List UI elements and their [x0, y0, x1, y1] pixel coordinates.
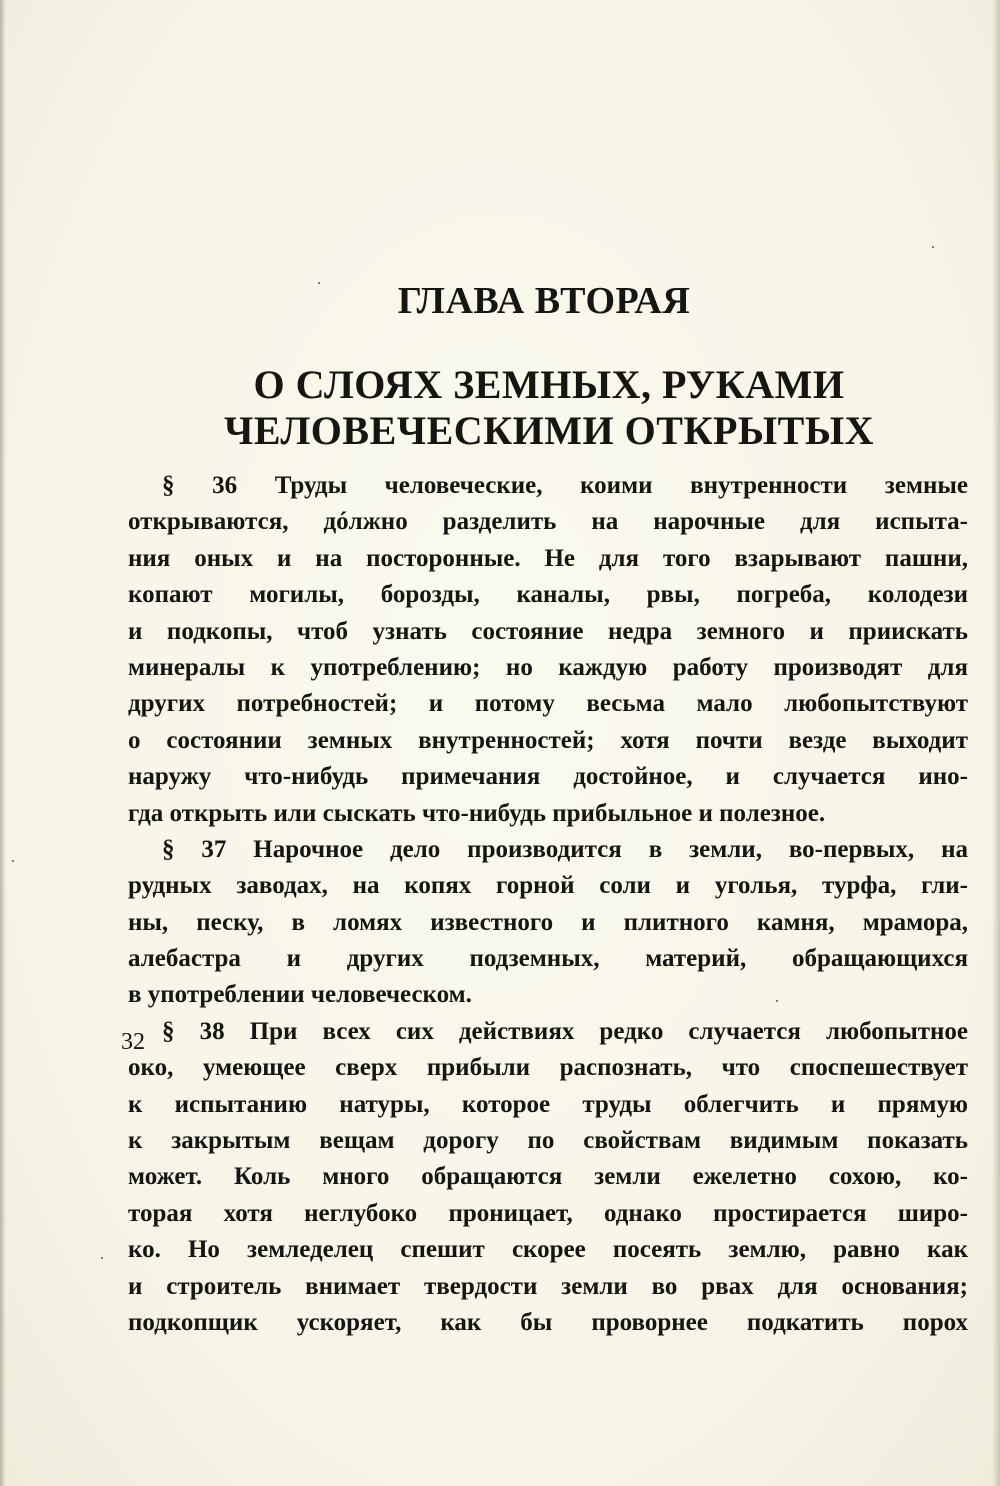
text-line: в употреблении человеческом.	[128, 981, 472, 1009]
paragraph-36	[128, 468, 968, 832]
text-line: рудных заводах, на копях горной соли и уголья, турфа, гли-	[128, 872, 968, 900]
section-title-line: О СЛОЯХ ЗЕМНЫХ, РУКАМИ	[253, 362, 845, 407]
text-line: торая хотя неглубоко проницает, однако простирается широ-	[128, 1199, 968, 1227]
page-left-shadow	[0, 0, 6, 1486]
text-line: копают могилы, борозды, каналы, рвы, погреба, колодези	[128, 581, 968, 609]
text-line: око, умеющее сверх прибыли распознать, что споспешествует	[128, 1054, 968, 1082]
text-line: наружу что-нибудь примечания достойное, и случается ино-	[128, 763, 968, 791]
chapter-title: ГЛАВА ВТОРАЯ	[397, 280, 691, 322]
text-line: ния оных и на посторонные. Не для того взарывают пашни,	[128, 544, 968, 572]
scan-speck	[932, 246, 934, 248]
page-number: 32	[121, 1029, 145, 1055]
paragraph-37	[128, 832, 968, 1014]
text-line: ны, песку, в ломях известного и плитного камня, мрамора,	[128, 908, 968, 936]
scan-speck	[318, 282, 320, 284]
text-line: § 38 При всех сих действиях редко случается любопытное	[162, 1017, 968, 1045]
text-line: § 36 Труды человеческие, коими внутренности земные	[162, 472, 968, 499]
scan-speck	[101, 1257, 103, 1259]
text-line: § 37 Нарочное дело производится в земли, во-первых, на	[162, 835, 968, 863]
section-title-line: ЧЕЛОВЕЧЕСКИМИ ОТКРЫТЫХ	[223, 408, 875, 453]
text-line: гда открыть или сыскать что-нибудь прибыльное и полезное.	[128, 799, 826, 827]
text-line: может. Коль много обращаются земли ежелетно сохою, ко-	[128, 1163, 968, 1191]
paragraph-38	[128, 1014, 968, 1342]
text-line: минералы к употреблению; но каждую работу производят для	[128, 653, 968, 681]
page-right-shadow	[992, 0, 1000, 1486]
scan-speck	[12, 860, 14, 862]
text-line: алебастра и других подземных, материй, обращающихся	[128, 945, 968, 973]
text-line: к закрытым вещам дорогу по свойствам видимым показать	[128, 1127, 968, 1155]
text-line: открываются, дóлжно разделить на нарочные для испыта-	[128, 508, 968, 536]
text-line: других потребностей; и потому весьма мало любопытствуют	[128, 690, 968, 718]
text-line: ко. Но земледелец спешит скорее посеять землю, равно как	[128, 1236, 968, 1264]
text-line: и подкопы, чтоб узнать состояние недра земного и приискать	[128, 617, 968, 645]
text-line: к испытанию натуры, которое труды облегчить и прямую	[128, 1090, 968, 1118]
text-line: о состоянии земных внутренностей; хотя почти везде выходит	[128, 726, 968, 754]
scan-speck	[776, 1000, 778, 1002]
text-line: подкопщик ускоряет, как бы проворнее подкатить порох	[128, 1308, 968, 1336]
section-title	[0, 362, 1000, 454]
text-line: и строитель внимает твердости земли во рвах для основания;	[128, 1272, 968, 1300]
body-text	[128, 468, 968, 1341]
